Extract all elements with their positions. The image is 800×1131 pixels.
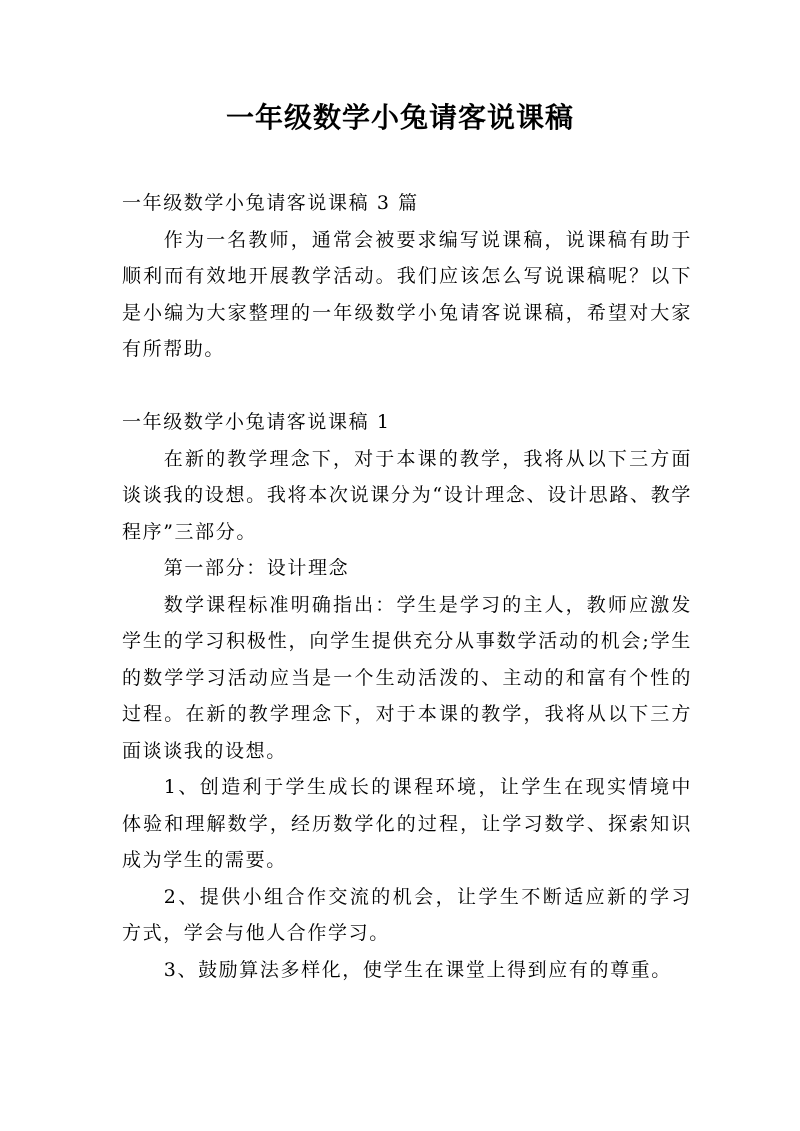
list-item: 3、鼓励算法多样化，使学生在课堂上得到应有的尊重。 bbox=[163, 958, 672, 981]
section-heading: 一年级数学小兔请客说课稿 1 bbox=[122, 411, 391, 433]
paragraph-gap bbox=[122, 368, 692, 405]
body-paragraph: 数学课程标准明确指出：学生是学习的主人，教师应激发学生的学习积极性，向学生提供充分从事数学活动的机会;学生的数学学习活动应当是一个生动活泼的、主动的和富有个性的过程。在新的教学理念下，对于本课的教学，我将从以下三方面谈谈我的设想。 bbox=[122, 593, 692, 762]
document-body bbox=[122, 185, 692, 988]
list-item: 2、提供小组合作交流的机会，让学生不断适应新的学习方式，学会与他人合作学习。 bbox=[122, 885, 692, 944]
part-heading: 第一部分：设计理念 bbox=[163, 557, 350, 579]
list-item: 1、创造利于学生成长的课程环境，让学生在现实情境中体验和理解数学，经历数学化的过程，让学习数学、探索知识成为学生的需要。 bbox=[122, 776, 692, 871]
intro-paragraph: 作为一名教师，通常会被要求编写说课稿，说课稿有助于顺利而有效地开展教学活动。我们应该怎么写说课稿呢？以下是小编为大家整理的一年级数学小兔请客说课稿，希望对大家有所帮助。 bbox=[122, 228, 692, 360]
body-paragraph: 在新的教学理念下，对于本课的教学，我将从以下三方面谈谈我的设想。我将本次说课分为“设计理念、设计思路、教学程序”三部分。 bbox=[122, 447, 692, 543]
page-title: 一年级数学小兔请客说课稿 bbox=[225, 101, 574, 134]
collection-heading: 一年级数学小兔请客说课稿 3 篇 bbox=[122, 192, 419, 214]
